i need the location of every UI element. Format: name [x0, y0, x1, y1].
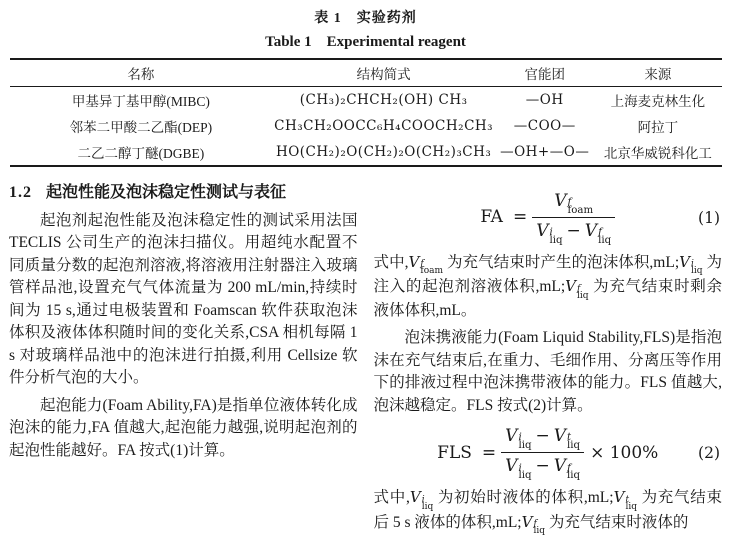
table-caption-zh: 表 1 实验药剂 [314, 11, 417, 26]
left-column [9, 182, 358, 535]
equation-1 [374, 190, 723, 245]
equation-number: (1) [698, 208, 720, 227]
fraction-numerator [501, 425, 584, 452]
v-liq-final: V f liq [584, 221, 612, 247]
v-liq-final: V f liq [565, 277, 589, 301]
fa-symbol: FA [480, 207, 503, 228]
right-column [374, 182, 723, 535]
fraction-denominator [532, 217, 615, 245]
paragraph-method: 起泡剂起泡性能及泡沫稳定性的测试采用法国 TECLIS 公司生产的泡沫扫描仪。用超纯水配置不同质量分数的起泡剂溶液,将溶液用注射器注入玻璃管样品池,设置充气气体流量为 200 mL/min,持续时间为 15 s,通过电极装置和 Foamscan 软件获取泡沫体积及液体体积随时间的变化关系,CSA 相机每隔 1 s 对玻璃样品池中的泡沫进行拍摄,利用 Cellsize 软件分析气泡的大小。 [9, 211, 358, 386]
fraction-numerator [550, 190, 597, 217]
minus-sign: − [535, 456, 550, 477]
reagent-name-cell: 邻苯二甲酸二乙酯(DEP) [69, 120, 213, 135]
col-header-group: 官能团 [524, 67, 565, 82]
v-foam-final: V f foam [554, 191, 594, 217]
reagent-source-cell: 北京华威锐科化工 [603, 146, 712, 161]
col-header-name: 名称 [127, 67, 155, 82]
reagent-group-cell: —OH+—O— [500, 144, 590, 160]
v-liq-initial: V i liq [409, 488, 434, 512]
reagent-source-cell: 阿拉丁 [637, 120, 679, 135]
reagent-formula-cell: HO(CH₂)₂O(CH₂)₂O(CH₂)₃CH₃ [275, 144, 492, 160]
v-liq-initial: V i liq [505, 456, 532, 482]
section-number: 1.2 [9, 184, 32, 201]
table-header-row [10, 59, 722, 87]
table-row [10, 113, 722, 139]
reagent-formula-cell: CH₃CH₂OOCC₆H₄COOCH₂CH₃ [274, 118, 494, 134]
reagent-source-cell: 上海麦克林生化 [610, 94, 706, 109]
fraction-denominator [501, 452, 584, 480]
equation-2-note: 式中,V i liq 为初始时液体的体积,mL;V t liq 为充气结束后 5 s 液体的体积,mL;V f liq 为充气结束时液体的 [373, 488, 722, 536]
equation-number: (2) [698, 443, 720, 462]
table-caption-en: Table 1 Experimental reagent [265, 34, 466, 50]
col-header-formula: 结构简式 [356, 67, 411, 82]
fls-symbol: FLS [437, 442, 472, 463]
body-columns [0, 167, 731, 535]
times-100-percent: × 100% [590, 442, 659, 463]
v-liq-final: V f liq [553, 456, 581, 482]
col-header-source: 来源 [644, 67, 672, 82]
equals-sign: = [481, 442, 497, 463]
v-liq-initial: V i liq [679, 253, 703, 277]
reagent-group-cell: —COO— [513, 118, 576, 134]
reagent-name-cell: 二乙二醇丁醚(DGBE) [77, 146, 205, 161]
v-liq-initial: V i liq [505, 426, 532, 452]
section-title: 起泡性能及泡沫稳定性测试与表征 [46, 184, 287, 201]
equation-2 [374, 425, 723, 480]
fraction [532, 190, 615, 245]
paragraph-fls: 泡沫携液能力(Foam Liquid Stability,FLS)是指泡沫在充气结束后,在重力、毛细作用、分离压等作用下的排液过程中泡沫携带液体的能力。FLS 值越大,泡沫越稳定。FLS 按式(2)计算。 [373, 329, 722, 414]
v-liq-time-t: V t liq [553, 426, 581, 452]
minus-sign: − [535, 426, 550, 447]
reagent-table [10, 58, 722, 167]
reagent-group-cell: —OH [525, 92, 564, 108]
reagent-name-cell: 甲基异丁基甲醇(MIBC) [71, 94, 210, 109]
equation-1-note: 式中,V f foam 为充气结束时产生的泡沫体积,mL;V i liq 为注入的起泡剂溶液体积,mL;V f liq 为充气结束时剩余液体体积,mL。 [373, 253, 722, 319]
table-row [10, 87, 722, 114]
table-row [10, 139, 722, 166]
v-liq-initial: V i liq [536, 221, 563, 247]
v-liq-time-t: V t liq [613, 488, 637, 512]
v-foam-final: V f foam [408, 253, 444, 277]
equals-sign: = [512, 207, 528, 228]
paragraph-foam-ability: 起泡能力(Foam Ability,FA)是指单位液体转化成泡沫的能力,FA 值越大,起泡能力越强,说明起泡剂的起泡性能越好。FA 按式(1)计算。 [9, 396, 358, 459]
fraction [501, 425, 584, 480]
section-heading [9, 182, 358, 205]
v-liq-final: V f liq [521, 512, 545, 536]
reagent-formula-cell: (CH₃)₂CHCH₂(OH) CH₃ [299, 92, 468, 108]
minus-sign: − [566, 221, 581, 242]
